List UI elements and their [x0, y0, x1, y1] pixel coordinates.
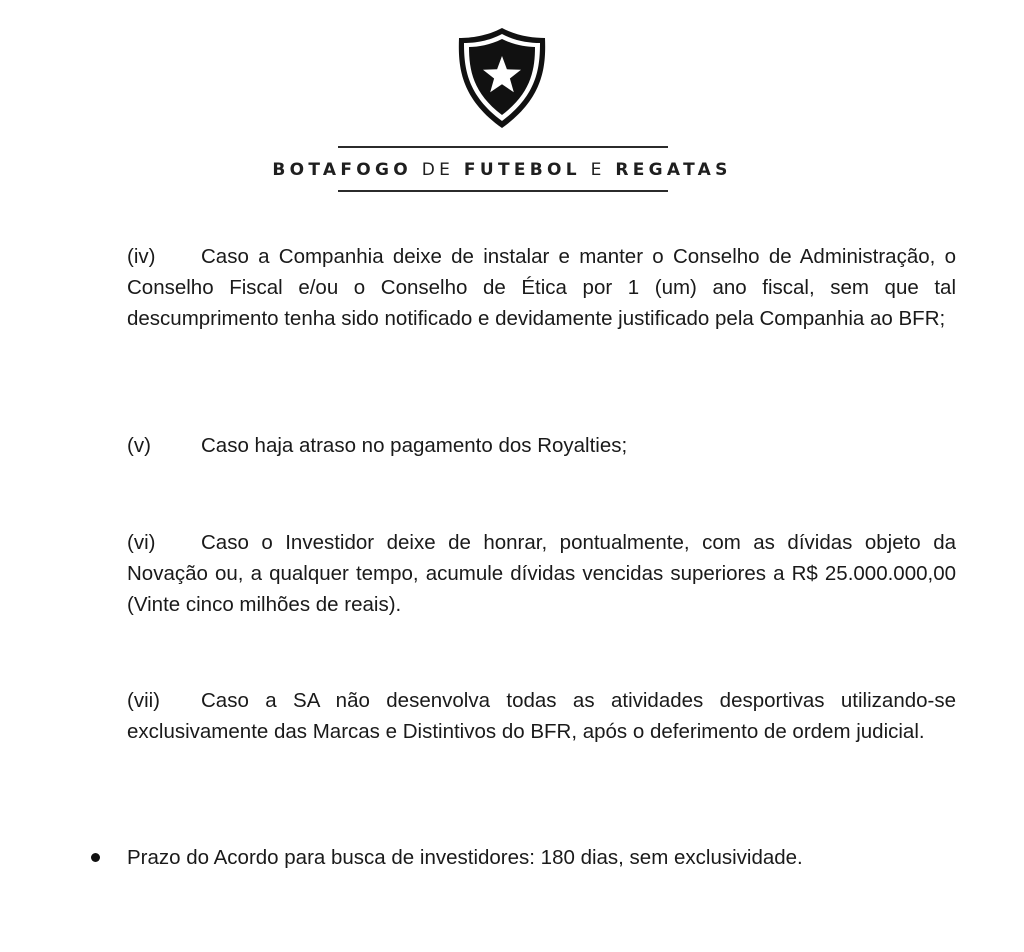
club-name-regatas: REGATAS [615, 160, 732, 180]
club-name-botafogo: BOTAFOGO [272, 160, 413, 180]
clause-v [127, 430, 956, 461]
clause-vii [127, 685, 956, 747]
header-bottom-rule [338, 190, 668, 192]
letterhead [0, 0, 1024, 200]
header-top-rule [338, 146, 668, 148]
bullet-text: Prazo do Acordo para busca de investidores: 180 dias, sem exclusividade. [127, 846, 803, 869]
clause-text: Caso haja atraso no pagamento dos Royalties; [201, 434, 628, 457]
club-name-futebol: FUTEBOL [463, 160, 581, 180]
clause-number: (v) [127, 434, 151, 457]
clause-vi [127, 527, 956, 620]
club-name-e: E [590, 160, 606, 180]
clause-text: Caso a SA não desenvolva todas as atividades desportivas utilizando-se exclusivamente das Marcas e Distintivos do BFR, após o deferimento de ordem judicial. [127, 689, 956, 743]
clause-text: Caso a Companhia deixe de instalar e manter o Conselho de Administração, o Conselho Fiscal e/ou o Conselho de Ética por 1 (um) ano fiscal, sem que tal descumprimento tenha sido notificado e devidamente justificado pela Companhia ao BFR; [127, 245, 956, 330]
clause-number: (iv) [127, 245, 156, 268]
club-name-de: DE [421, 160, 455, 180]
clause-iv [127, 241, 956, 334]
clause-number: (vii) [127, 689, 161, 712]
botafogo-crest-logo [456, 26, 548, 130]
clause-text: Caso o Investidor deixe de honrar, pontualmente, com as dívidas objeto da Novação ou, a qualquer tempo, acumule dívidas vencidas superiores a R$ 25.000.000,00 (Vinte cinco milhões de reais). [127, 531, 956, 616]
club-name [0, 160, 1004, 180]
bullet-dot-icon [91, 853, 100, 862]
clause-number: (vi) [127, 531, 156, 554]
